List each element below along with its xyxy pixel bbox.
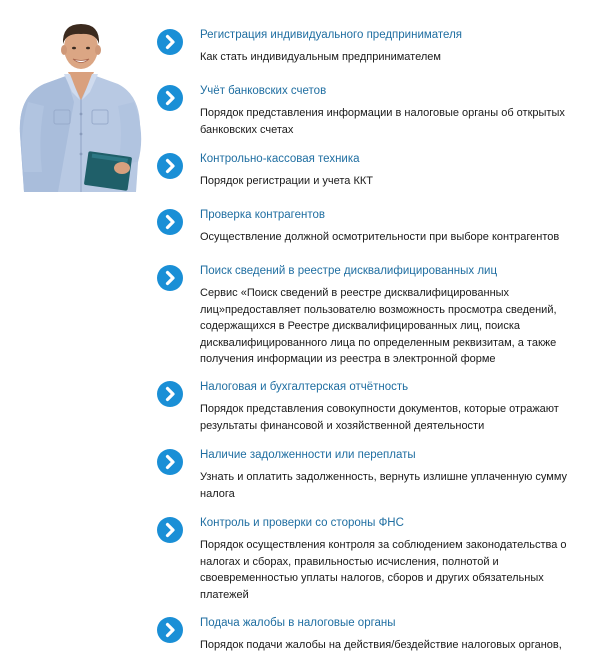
- chevron-right-circle-icon[interactable]: [156, 28, 184, 56]
- service-description-fns-control: Порядок осуществления контроля за соблюдением законодательства о налогах и сборах, правильностью исчисления, полнотой и своевременностью уплаты налогов, сборов и других обязательных платежей: [200, 539, 567, 601]
- service-title-bank-accounts[interactable]: Учёт банковских счетов: [200, 85, 327, 97]
- service-description-debt-overpayment: Узнать и оплатить задолженность, вернуть излишне уплаченную сумму налога: [200, 471, 568, 500]
- chevron-right-circle-icon[interactable]: [156, 516, 184, 544]
- service-description-ip-registration: Как стать индивидуальным предпринимателем: [200, 51, 441, 63]
- chevron-right-circle-icon[interactable]: [156, 84, 184, 112]
- service-description-counterparty-check: Осуществление должной осмотрительности при выборе контрагентов: [200, 231, 560, 243]
- service-description-complaints: Порядок подачи жалобы на действия/бездействие налоговых органов,: [200, 639, 562, 651]
- service-title-cash-registers[interactable]: Контрольно-кассовая техника: [200, 153, 360, 165]
- service-title-counterparty-check[interactable]: Проверка контрагентов: [200, 209, 326, 221]
- service-description-cash-registers: Порядок регистрации и учета ККТ: [200, 175, 373, 187]
- service-description-tax-reporting: Порядок представления совокупности документов, которые отражают результаты финансовой и хозяйственной деятельности: [200, 403, 559, 432]
- chevron-right-circle-icon[interactable]: [156, 152, 184, 180]
- chevron-right-circle-icon[interactable]: [156, 208, 184, 236]
- service-title-complaints[interactable]: Подача жалобы в налоговые органы: [200, 617, 396, 629]
- chevron-right-circle-icon[interactable]: [156, 448, 184, 476]
- service-title-tax-reporting[interactable]: Налоговая и бухгалтерская отчётность: [200, 381, 409, 393]
- chevron-right-circle-icon[interactable]: [156, 380, 184, 408]
- man-with-folder-illustration: [14, 22, 148, 192]
- chevron-right-circle-icon[interactable]: [156, 616, 184, 644]
- service-description-bank-accounts: Порядок представления информации в налоговые органы об открытых банковских счетах: [200, 107, 565, 136]
- service-description-disqualified-registry: Сервис «Поиск сведений в реестре дисквалифицированных лиц»предоставляет пользователю возможность просмотра сведений, содержащихся в Реестре дисквалифицированных лиц, поиска дисквалифицированного лица по определенным реквизитам, а также получения информации из реестра в электронной форме: [200, 287, 557, 365]
- service-title-debt-overpayment[interactable]: Наличие задолженности или переплаты: [200, 449, 416, 461]
- chevron-right-circle-icon[interactable]: [156, 264, 184, 292]
- service-title-fns-control[interactable]: Контроль и проверки со стороны ФНС: [200, 517, 404, 529]
- service-title-disqualified-registry[interactable]: Поиск сведений в реестре дисквалифицированных лиц: [200, 265, 498, 277]
- service-title-ip-registration[interactable]: Регистрация индивидуального предпринимателя: [200, 29, 463, 41]
